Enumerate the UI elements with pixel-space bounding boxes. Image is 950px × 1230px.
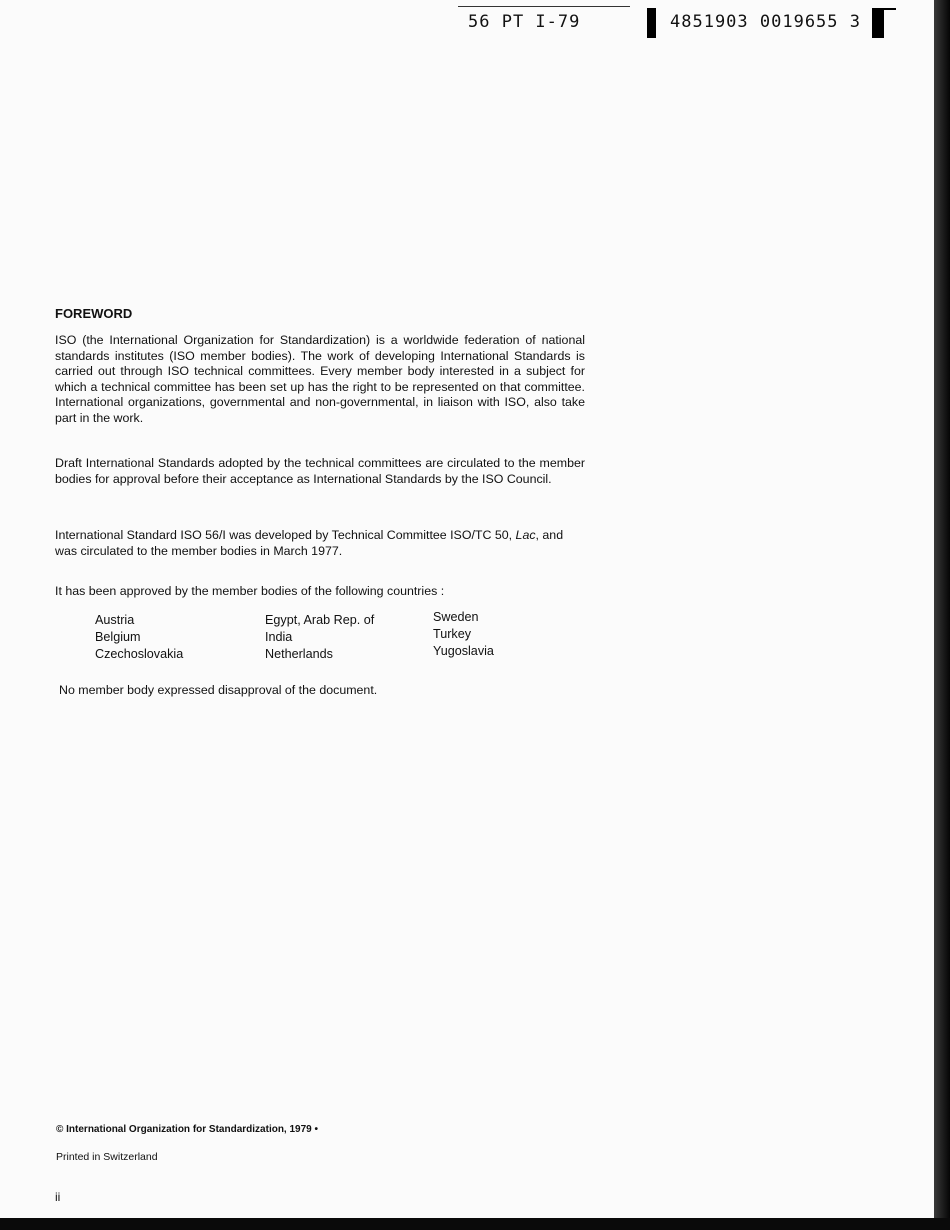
country-item: India [265, 630, 293, 644]
country-item: Belgium [95, 630, 141, 644]
foreword-title: FOREWORD [55, 306, 133, 321]
scan-edge-right [934, 0, 950, 1230]
country-item: Czechoslovakia [95, 647, 184, 661]
paragraph-3-text-end: , and was circulated to the member bodies in March 1977. [55, 528, 564, 558]
country-item: Sweden [433, 610, 479, 624]
page-number: ii [55, 1190, 61, 1204]
foreword-paragraph-5: No member body expressed disapproval of the document. [59, 683, 378, 697]
paragraph-3-text: International Standard ISO 56/I was developed by Technical Committee ISO/TC 50, [55, 528, 516, 542]
foreword-paragraph-4: It has been approved by the member bodies of the following countries : [55, 584, 445, 598]
country-item: Turkey [433, 627, 472, 641]
committee-name: Lac [515, 528, 536, 542]
country-item: Yugoslavia [433, 644, 494, 658]
header-left-code: 56 PT I-79 [468, 12, 581, 32]
foreword-paragraph-3 [55, 528, 585, 559]
country-item: Austria [95, 613, 135, 627]
printed-in: Printed in Switzerland [56, 1151, 158, 1163]
scan-marker-rule [884, 8, 896, 10]
foreword-paragraph-1: ISO (the International Organization for Standardization) is a worldwide federation of national standards institutes (ISO member bodies). The work of developing International Standards is carried out through ISO technical committees. Every member body interested in a subject for which a technical committee has been set up has the right to be represented on that committee. International organizations, governmental and non-governmental, in liaison with ISO, also take part in the work. [55, 333, 585, 425]
country-column-2 [265, 612, 433, 663]
header-rule [458, 6, 630, 7]
header-right-code: 4851903 0019655 3 [670, 12, 861, 32]
country-column-1 [95, 612, 265, 663]
scan-edge-bottom [0, 1218, 950, 1230]
country-list [95, 612, 535, 663]
copyright-notice: © International Organization for Standardization, 1979 • [56, 1124, 319, 1135]
country-column-3 [433, 609, 533, 663]
foreword-paragraph-2: Draft International Standards adopted by the technical committees are circulated to the member bodies for approval before their acceptance as International Standards by the ISO Council. [55, 456, 585, 486]
scan-marker-bar [647, 8, 656, 38]
country-item: Netherlands [265, 647, 333, 661]
scan-marker-bar [872, 8, 884, 38]
country-item: Egypt, Arab Rep. of [265, 613, 375, 627]
